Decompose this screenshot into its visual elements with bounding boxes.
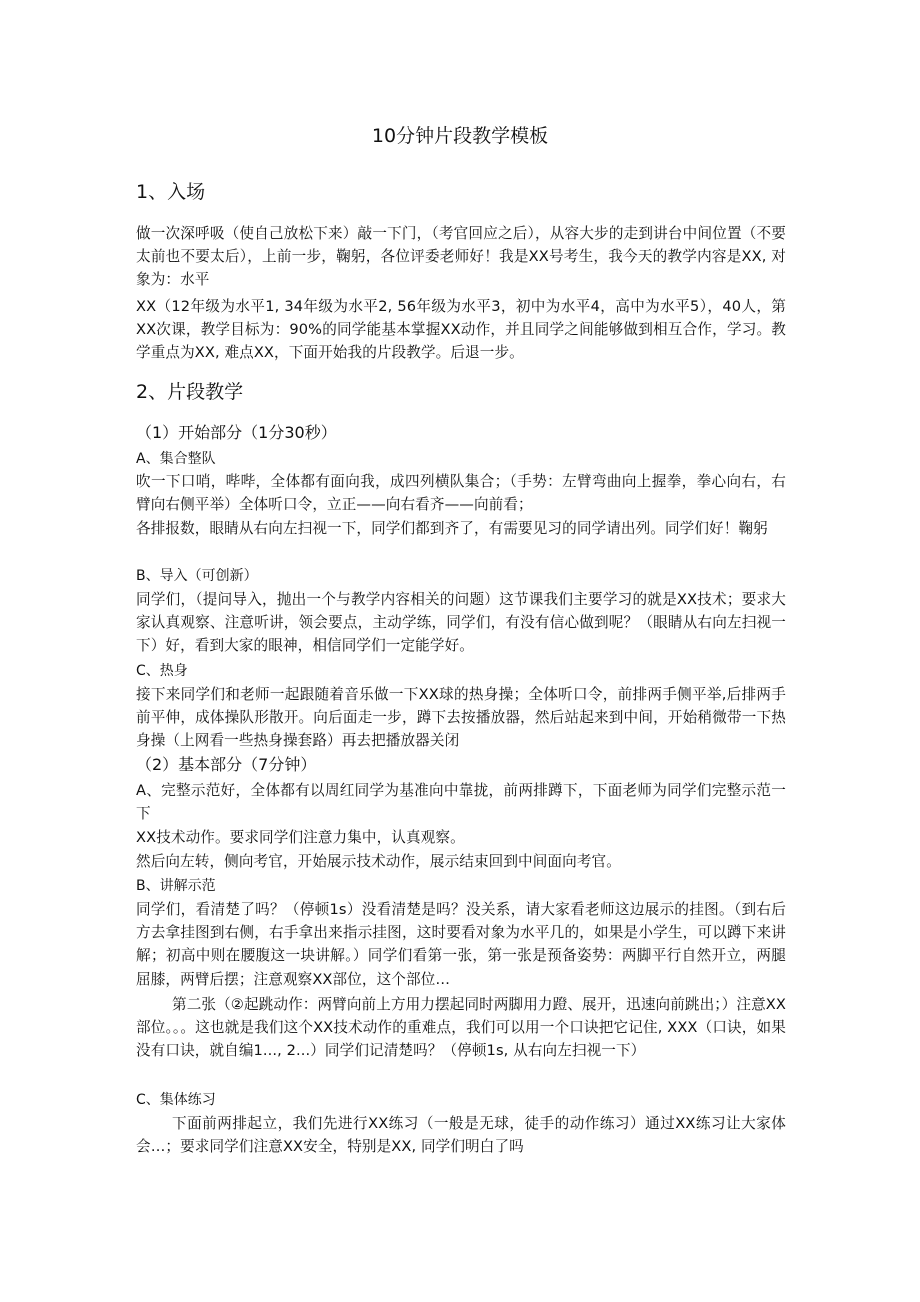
part1-b-text: 同学们，（提问导入，抛出一个与教学内容相关的问题）这节课我们主要学习的就是XX技术；要求大家认真观察、注意听讲，领会要点，主动学练，同学们，有没有信心做到呢？（眼睛从右向左扫视一下）好，看到大家的眼神，相信同学们一定能学好。 bbox=[136, 591, 786, 655]
part2-c-text: 下面前两排起立，我们先进行XX练习（一般是无球，徒手的动作练习）通过XX练习让大家体会…；要求同学们注意XX安全，特别是XX, 同学们明白了吗 bbox=[136, 1115, 786, 1156]
part1-b-label: B、导入（可创新） bbox=[136, 568, 258, 584]
part2-a-text-3: 然后向左转，侧向考官，开始展示技术动作，展示结束回到中间面向考官。 bbox=[136, 853, 621, 870]
part2-a-text-1: A、完整示范好，全体都有以周红同学为基准向中靠拢，前两排蹲下，下面老师为同学们完整示范一下 bbox=[136, 782, 786, 823]
part1-heading: （1）开始部分（1分30秒） bbox=[136, 423, 337, 442]
part1-c-label: C、热身 bbox=[136, 663, 188, 679]
section-heading-entrance: 1、入场 bbox=[136, 181, 206, 203]
section-heading-teaching: 2、片段教学 bbox=[136, 381, 244, 403]
part1-a-text-1: 吹一下口哨，哔哔，全体都有面向我，成四列横队集合；（手势：左臂弯曲向上握拳，拳心向右，右臂向右侧平举）全体听口令，立正——向右看齐——向前看； bbox=[136, 473, 786, 514]
part2-a-text-2: XX技术动作。要求同学们注意力集中，认真观察。 bbox=[136, 829, 465, 846]
part2-b-text-2: 第二张（②起跳动作：两臂向前上方用力摆起同时两脚用力蹬、展开，迅速向前跳出；）注意XX部位。。。这也就是我们这个XX技术动作的重难点，我们可以用一个口诀把它记住, XXX（口诀，如果没有口诀，就自编1..., 2...）同学们记清楚吗？（停顿1s, 从右向左扫视一下） bbox=[136, 996, 786, 1060]
part1-a-text-2: 各排报数，眼睛从右向左扫视一下，同学们都到齐了，有需要见习的同学请出列。同学们好！鞠躬 bbox=[136, 520, 768, 537]
part1-c-text: 接下来同学们和老师一起跟随着音乐做一下XX球的热身操；全体听口令，前排两手侧平举,后排两手前平伸，成体操队形散开。向后面走一步，蹲下去按播放器，然后站起来到中间，开始稍微带一下热身操（上网看一些热身操套路）再去把播放器关闭 bbox=[136, 686, 786, 750]
part2-c-label: C、集体练习 bbox=[136, 1092, 216, 1108]
part1-a-label: A、集合整队 bbox=[136, 451, 216, 467]
entrance-paragraph: 做一次深呼吸（使自己放松下来）敲一下门，（考官回应之后），从容大步的走到讲台中间位置（不要太前也不要太后），上前一步，鞠躬，各位评委老师好！我是XX号考生，我今天的教学内容是XX, 对象为：水平 bbox=[136, 225, 786, 289]
part2-b-label: B、讲解示范 bbox=[136, 878, 216, 894]
document-title: 10分钟片段教学模板 bbox=[371, 125, 549, 147]
part2-heading: （2）基本部分（7分钟） bbox=[136, 755, 317, 774]
entrance-paragraph-2: XX（12年级为水平1, 34年级为水平2, 56年级为水平3，初中为水平4，高中为水平5），40人，第XX次课，教学目标为：90%的同学能基本掌握XX动作，并且同学之间能够做到相互合作，学习。教学重点为XX, 难点XX，下面开始我的片段教学。后退一步。 bbox=[136, 298, 786, 362]
part2-b-text-1: 同学们，看清楚了吗？（停顿1s）没看清楚是吗？没关系，请大家看老师这边展示的挂图。（到右后方去拿挂图到右侧，右手拿出来指示挂图，这时要看对象为水平几的，如果是小学生，可以蹲下来讲解；初高中则在腰腹这一块讲解。）同学们看第一张，第一张是预备姿势：两脚平行自然开立，两腿屈膝，两臂后摆；注意观察XX部位，这个部位… bbox=[136, 901, 786, 988]
